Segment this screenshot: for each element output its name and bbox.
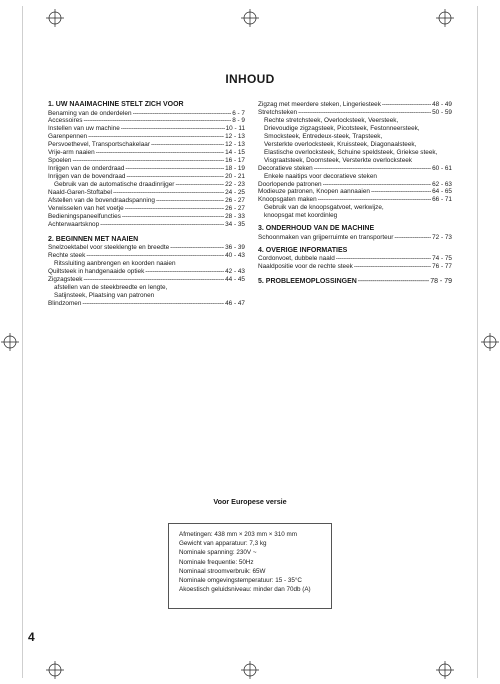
- toc-entry: Rechte steek ----- 40 - 43: [48, 252, 245, 260]
- toc-entry: Quiltsteek in handgenaaide optiek ----- 42 - 43: [48, 268, 245, 276]
- spec-line: Gewicht van apparatuur: 7,3 kg: [179, 540, 267, 548]
- toc-entry: Naald-Garen-Stoftabel ----- 24 - 25: [48, 189, 245, 197]
- toc-entry: Modieuze patronen, Knopen aannaaien ----- 64 - 65: [258, 188, 452, 196]
- toc-entry: Afstellen van de bovendraadspanning ----- 26 - 27: [48, 197, 245, 205]
- registration-crosshair-icon: [241, 661, 259, 679]
- section-heading: 2. BEGINNEN MET NAAIEN: [48, 235, 139, 243]
- toc-subentry: Visgraatsteek, Doornsteek, Versterkte overlocksteek: [264, 156, 413, 164]
- spec-line: Nominaal stroomverbruik: 65W: [179, 567, 266, 575]
- spec-line: Afmetingen: 438 mm × 203 mm × 310 mm: [179, 531, 297, 538]
- crop-guide-line: [477, 6, 478, 678]
- registration-crosshair-icon: [241, 9, 259, 27]
- spec-line: Nominale frequentie: 50Hz: [179, 558, 254, 566]
- toc-subentry: Drievoudige zigzagsteek, Picotsteek, Festonneersteek,: [264, 124, 420, 132]
- toc-entry: Vrije-arm naaien ----- 14 - 15: [48, 149, 245, 157]
- registration-crosshair-icon: [481, 333, 499, 351]
- spec-line: Nominale spanning: 230V ~: [179, 549, 257, 557]
- toc-entry: Decoratieve steken ----- 60 - 61: [258, 165, 452, 173]
- toc-entry: Naaldpositie voor de rechte steek ----- 76 - 77: [258, 263, 452, 271]
- crop-guide-line: [22, 6, 23, 678]
- toc-subentry: Rechte stretchsteek, Overlocksteek, Veersteek,: [264, 116, 399, 124]
- europe-version-title: Voor Europese versie: [213, 497, 287, 506]
- section-heading: 4. OVERIGE INFORMATIES: [258, 246, 348, 254]
- registration-crosshair-icon: [436, 9, 454, 27]
- section-heading: 1. UW NAAIMACHINE STELT ZICH VOOR: [48, 101, 184, 108]
- toc-entry: Bedieningspaneelfuncties ----- 28 - 33: [48, 213, 245, 221]
- spec-line: Nominale omgevingstemperatuur: 15 - 35°C: [179, 577, 302, 585]
- toc-entry: Benaming van de onderdelen ----- 6 - 7: [48, 110, 245, 118]
- toc-subentry: Versterkte overlocksteek, Kruissteek, Diagonaalsteek,: [264, 140, 417, 148]
- toc-entry: Inrijgen van de bovendraad ----- 20 - 21: [48, 173, 245, 181]
- toc-subentry: Gebruik van de knoopsgatvoet, werkwijze,: [264, 204, 384, 212]
- toc-subentry: afstellen van de steekbreedte en lengte,: [54, 284, 168, 292]
- toc-entry: Zigzag met meerdere steken, Lingeriesteek ----- 48 - 49: [258, 101, 452, 109]
- toc-entry: Blindzomen ----- 46 - 47: [48, 300, 245, 308]
- registration-crosshair-icon: [46, 9, 64, 27]
- toc-entry: Garenpennen ----- 12 - 13: [48, 133, 245, 141]
- toc-entry: Achterwaartsknop ----- 34 - 35: [48, 221, 245, 229]
- toc-entry: Zigzagsteek ----- 44 - 45: [48, 276, 245, 284]
- toc-entry: Inrijgen van de onderdraad ----- 18 - 19: [48, 165, 245, 173]
- toc-entry: Doorlopende patronen ----- 62 - 63: [258, 181, 452, 189]
- toc-subentry: Elastische overlocksteek, Schuine speldsteek, Griekse steek,: [264, 148, 438, 156]
- toc-left-column: [48, 101, 245, 308]
- toc-entry: Gebruik van de automatische draadinrijger ----- 22 - 23: [48, 181, 245, 189]
- toc-entry: Snelzoektabel voor steeklengte en breedte ----- 36 - 39: [48, 244, 245, 252]
- toc-entry: Instellen van uw machine ----- 10 - 11: [48, 125, 245, 133]
- page-title: INHOUD: [225, 72, 275, 86]
- toc-subentry: knoopsgat met koordinleg: [264, 212, 338, 220]
- toc-subentry: Ritssluiting aanbrengen en koorden naaien: [54, 260, 176, 268]
- specifications-box: [168, 523, 332, 609]
- section-heading: 5. PROBLEEMOPLOSSINGEN ----- 78 - 79: [258, 278, 452, 287]
- toc-entry: Verwisselen van het voetje ----- 26 - 27: [48, 205, 245, 213]
- toc-entry: Accessoires ----- 8 - 9: [48, 117, 245, 125]
- spec-line: Akoestisch geluidsniveau: minder dan 70db (A): [179, 586, 311, 594]
- toc-entry: Schoonmaken van grijperruimte en transporteur ----- 72 - 73: [258, 234, 452, 242]
- toc-entry: Knoopsgaten maken ----- 66 - 71: [258, 196, 452, 204]
- toc-right-column: [258, 101, 452, 287]
- toc-subentry: Enkele naaitips voor decoratieve steken: [264, 172, 377, 180]
- toc-entry: Spoelen ----- 16 - 17: [48, 157, 245, 165]
- toc-subentry: Smocksteek, Entredeux-steek, Trapsteek,: [264, 132, 383, 140]
- toc-subentry: Satijnsteek, Plaatsing van patronen: [54, 292, 155, 300]
- page-number: 4: [28, 630, 35, 644]
- toc-entry: Persvoethevel, Transportschakelaar ----- 12 - 13: [48, 141, 245, 149]
- section-heading: 3. ONDERHOUD VAN DE MACHINE: [258, 225, 375, 233]
- registration-crosshair-icon: [436, 661, 454, 679]
- toc-entry: Cordonvoet, dubbele naald ----- 74 - 75: [258, 255, 452, 263]
- toc-entry: Stretchsteken ----- 50 - 59: [258, 109, 452, 117]
- registration-crosshair-icon: [1, 333, 19, 351]
- registration-crosshair-icon: [46, 661, 64, 679]
